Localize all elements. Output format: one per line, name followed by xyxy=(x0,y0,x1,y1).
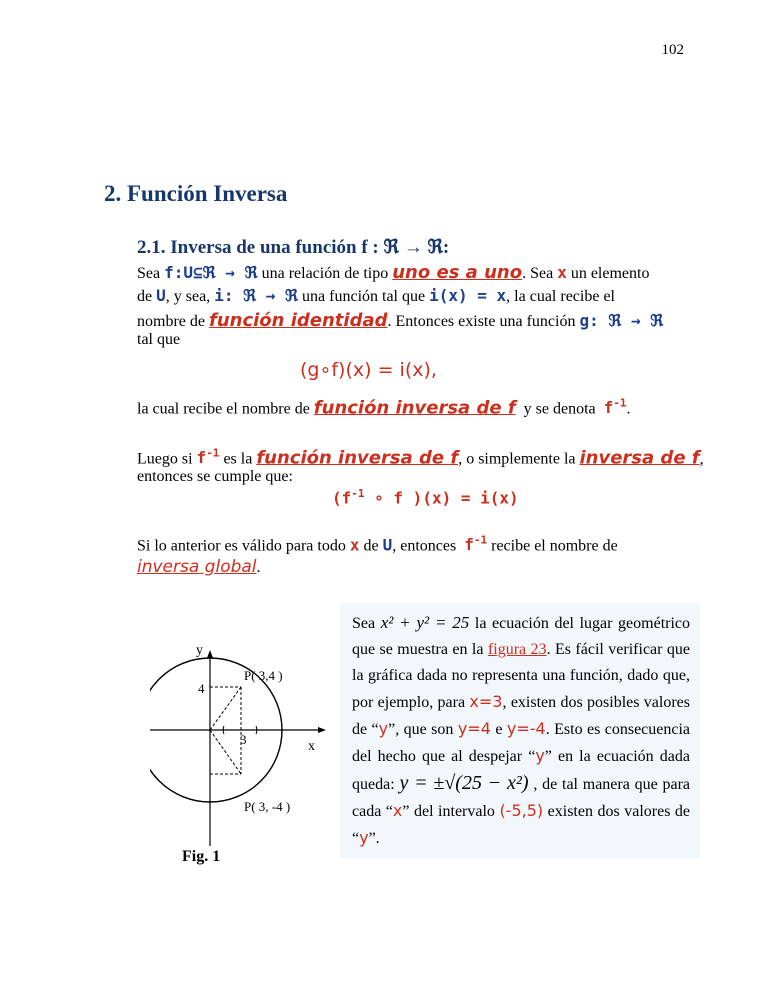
x-label: x xyxy=(308,739,315,754)
section-title: 2. Función Inversa xyxy=(104,181,288,206)
term-inversa-de-f: inversa de f xyxy=(579,447,700,469)
solved-equation: y = ±√(25 − x²) xyxy=(399,772,529,794)
text: , la cual recibe el xyxy=(506,288,615,305)
radius-bottom xyxy=(210,730,241,774)
term-funcion-identidad: función identidad xyxy=(208,310,388,331)
f-inverse: $f^{-1}$ xyxy=(196,447,220,468)
figure-link[interactable]: figura 23 xyxy=(487,641,547,658)
term-inversa-global: inversa global xyxy=(137,557,257,577)
text: . xyxy=(626,400,631,418)
identity-map: i: ℜ → ℜ xyxy=(214,286,299,305)
explanation-text: Sea x² + y² = 25 la ecuación del lugar geométrico que se muestra en la figura 23. Es fácil verificar que la gráfica dada no representa una función, dado que, por ejemplo, para x=3, existen dos posibles valores de “y”, que son y=4 e y=-4. Esto es consecuencia del hecho que al despejar “y” en la ecuación dada queda: y = ±√(25 − x²) , de tal manera que para cada “x” del intervalo (-5,5) existen dos valores de “y”. xyxy=(352,613,691,847)
point-bottom-label: P( 3, -4 ) xyxy=(244,799,291,814)
y-axis-arrow xyxy=(207,650,213,658)
f-inverse: $f^{-1}$ xyxy=(603,397,627,418)
text: y se denota xyxy=(523,400,596,418)
text: de xyxy=(137,288,153,305)
text: Luego si xyxy=(137,450,193,468)
text: la cual recibe el nombre de xyxy=(137,400,310,418)
f-inverse: $f^{-1}$ xyxy=(464,534,488,555)
formula-composition: (g∘f)(x) = i(x), xyxy=(300,359,437,381)
text: . Sea xyxy=(522,265,554,282)
text: , entonces xyxy=(392,537,457,555)
circle-equation: x² + y² = 25 xyxy=(380,613,470,632)
paragraph-3-line-1 xyxy=(137,447,704,468)
text: . Entonces existe una función xyxy=(387,313,576,330)
point-top-label: P( 3,4 ) xyxy=(244,668,283,683)
paragraph-1-line-1 xyxy=(137,262,649,283)
math-relation: f:U⊆ℜ → ℜ xyxy=(164,263,258,282)
paragraph-3-line-2: entonces se cumple que: xyxy=(137,468,293,485)
y-label: y xyxy=(196,646,203,658)
figure-caption: Fig. 1 xyxy=(182,848,221,865)
text: , xyxy=(699,450,704,468)
text: . xyxy=(256,559,261,576)
formula-inverse-composition: ($f^{-1}$ ∘ f )(x) = i(x) xyxy=(332,487,519,508)
text: de xyxy=(363,537,379,555)
paragraph-1-line-2 xyxy=(137,286,615,306)
paragraph-4-line-1 xyxy=(137,534,618,555)
text: recibe el nombre de xyxy=(491,537,618,555)
set-u: U xyxy=(382,535,393,555)
subsection-title: 2.1. Inversa de una función f : ℜ → ℜ: xyxy=(137,237,450,258)
radius-top xyxy=(210,687,241,730)
paragraph-1-line-3 xyxy=(137,310,663,331)
text: es la xyxy=(223,450,253,468)
paragraph-1-line-4: tal que xyxy=(137,331,181,348)
term-funcion-inversa: función inversa de f xyxy=(313,397,516,419)
page-number: 102 xyxy=(661,42,684,58)
paragraph-4-line-2 xyxy=(137,557,261,577)
text: Si lo anterior es válido para todo xyxy=(137,537,346,555)
var-x: x xyxy=(349,535,360,555)
paragraph-2 xyxy=(137,397,631,418)
var-x: x xyxy=(557,263,567,282)
identity-def: i(x) = x xyxy=(429,286,507,305)
circle-figure xyxy=(150,646,340,846)
text: Sea xyxy=(137,265,161,282)
tick-3: 3 xyxy=(240,732,247,747)
term-uno-es-a-uno: uno es a uno xyxy=(392,262,523,283)
set-u: U xyxy=(156,286,166,305)
text: , y sea, xyxy=(165,288,211,305)
text: un elemento xyxy=(570,265,650,282)
text: una relación de tipo xyxy=(261,265,389,282)
text: , o simplemente la xyxy=(458,450,576,468)
tick-4: 4 xyxy=(198,681,205,696)
text: una función tal que xyxy=(302,288,426,305)
x-axis-arrow xyxy=(318,727,326,733)
term-funcion-inversa: función inversa de f xyxy=(256,447,459,469)
function-g: g: ℜ → ℜ xyxy=(579,311,664,330)
text: nombre de xyxy=(137,313,205,330)
